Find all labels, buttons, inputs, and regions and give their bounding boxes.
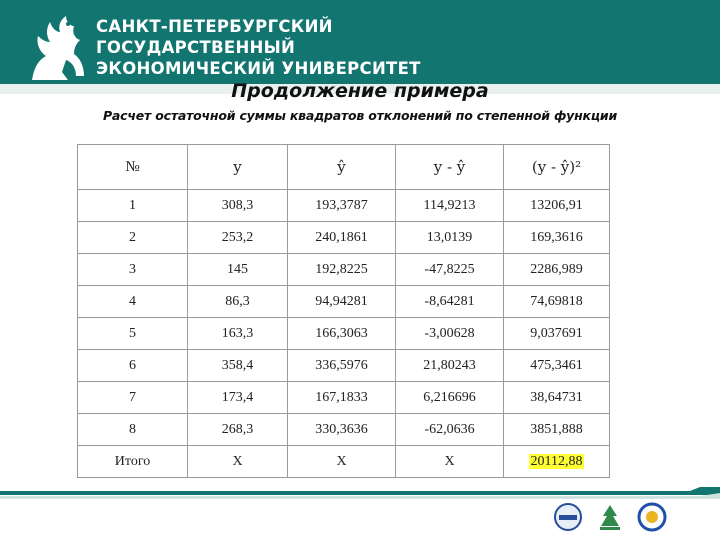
footer-emblem-2-icon [595,502,625,532]
cell-residual: -3,00628 [396,318,504,350]
cell-y: 163,3 [188,318,288,350]
table-row [78,254,610,286]
cell-y: 308,3 [188,190,288,222]
cell-number: 2 [78,222,188,254]
cell-residual: 13,0139 [396,222,504,254]
cell-y-hat: 193,3787 [288,190,396,222]
residuals-table-wrap [77,144,610,478]
cell-residual: -47,8225 [396,254,504,286]
university-name-line: ГОСУДАРСТВЕННЫЙ [96,38,296,57]
cell-residual-squared: 169,3616 [504,222,610,254]
university-name-line: САНКТ-ПЕТЕРБУРГСКИЙ [96,17,333,36]
cell-residual-squared: 74,69818 [504,286,610,318]
cell-residual-squared: 475,3461 [504,350,610,382]
cell-y-hat: 336,5976 [288,350,396,382]
cell-y: 268,3 [188,414,288,446]
cell-y-hat: 240,1861 [288,222,396,254]
table-header-row [78,145,610,190]
cell-number: 3 [78,254,188,286]
cell-y: 145 [188,254,288,286]
university-name-line: ЭКОНОМИЧЕСКИЙ УНИВЕРСИТЕТ [96,59,421,78]
slide-subtitle: Расчет остаточной суммы квадратов отклонений по степенной функции [102,108,618,123]
cell-residual-squared: 9,037691 [504,318,610,350]
cell-y: 358,4 [188,350,288,382]
cell-y-hat: 167,1833 [288,382,396,414]
griffin-logo-icon [22,10,92,84]
total-y: X [188,446,288,478]
table-row [78,350,610,382]
cell-number: 8 [78,414,188,446]
header-y-hat: ŷ [288,145,396,190]
cell-residual-squared: 2286,989 [504,254,610,286]
cell-y: 173,4 [188,382,288,414]
cell-residual-squared: 38,64731 [504,382,610,414]
total-residual-squared-cell [504,446,610,478]
footer-emblem-3-icon [637,502,667,532]
cell-y: 86,3 [188,286,288,318]
table-total-row [78,446,610,478]
table-row [78,222,610,254]
cell-residual-squared: 3851,888 [504,414,610,446]
total-residual-squared: 20112,88 [530,453,583,469]
cell-y-hat: 94,94281 [288,286,396,318]
cell-residual: -62,0636 [396,414,504,446]
total-label: Итого [78,446,188,478]
footer-emblem-1-icon [553,502,583,532]
header-residual-squared: (y - ŷ)² [504,145,610,190]
cell-y: 253,2 [188,222,288,254]
residuals-table [77,144,610,478]
header-number: № [78,145,188,190]
total-residual: X [396,446,504,478]
slide-title: Продолжение примера [231,80,489,102]
cell-number: 7 [78,382,188,414]
cell-residual: 114,9213 [396,190,504,222]
cell-number: 4 [78,286,188,318]
footer-accent-line [0,487,720,499]
total-y-hat: X [288,446,396,478]
table-row [78,286,610,318]
cell-y-hat: 192,8225 [288,254,396,286]
university-name [96,16,421,79]
table-row [78,414,610,446]
cell-residual-squared: 13206,91 [504,190,610,222]
header-y: y [188,145,288,190]
cell-y-hat: 330,3636 [288,414,396,446]
cell-residual: 21,80243 [396,350,504,382]
table-row [78,318,610,350]
table-row [78,382,610,414]
cell-number: 5 [78,318,188,350]
cell-number: 1 [78,190,188,222]
cell-residual: 6,216696 [396,382,504,414]
cell-y-hat: 166,3063 [288,318,396,350]
cell-number: 6 [78,350,188,382]
header-residual: y - ŷ [396,145,504,190]
cell-residual: -8,64281 [396,286,504,318]
table-row [78,190,610,222]
